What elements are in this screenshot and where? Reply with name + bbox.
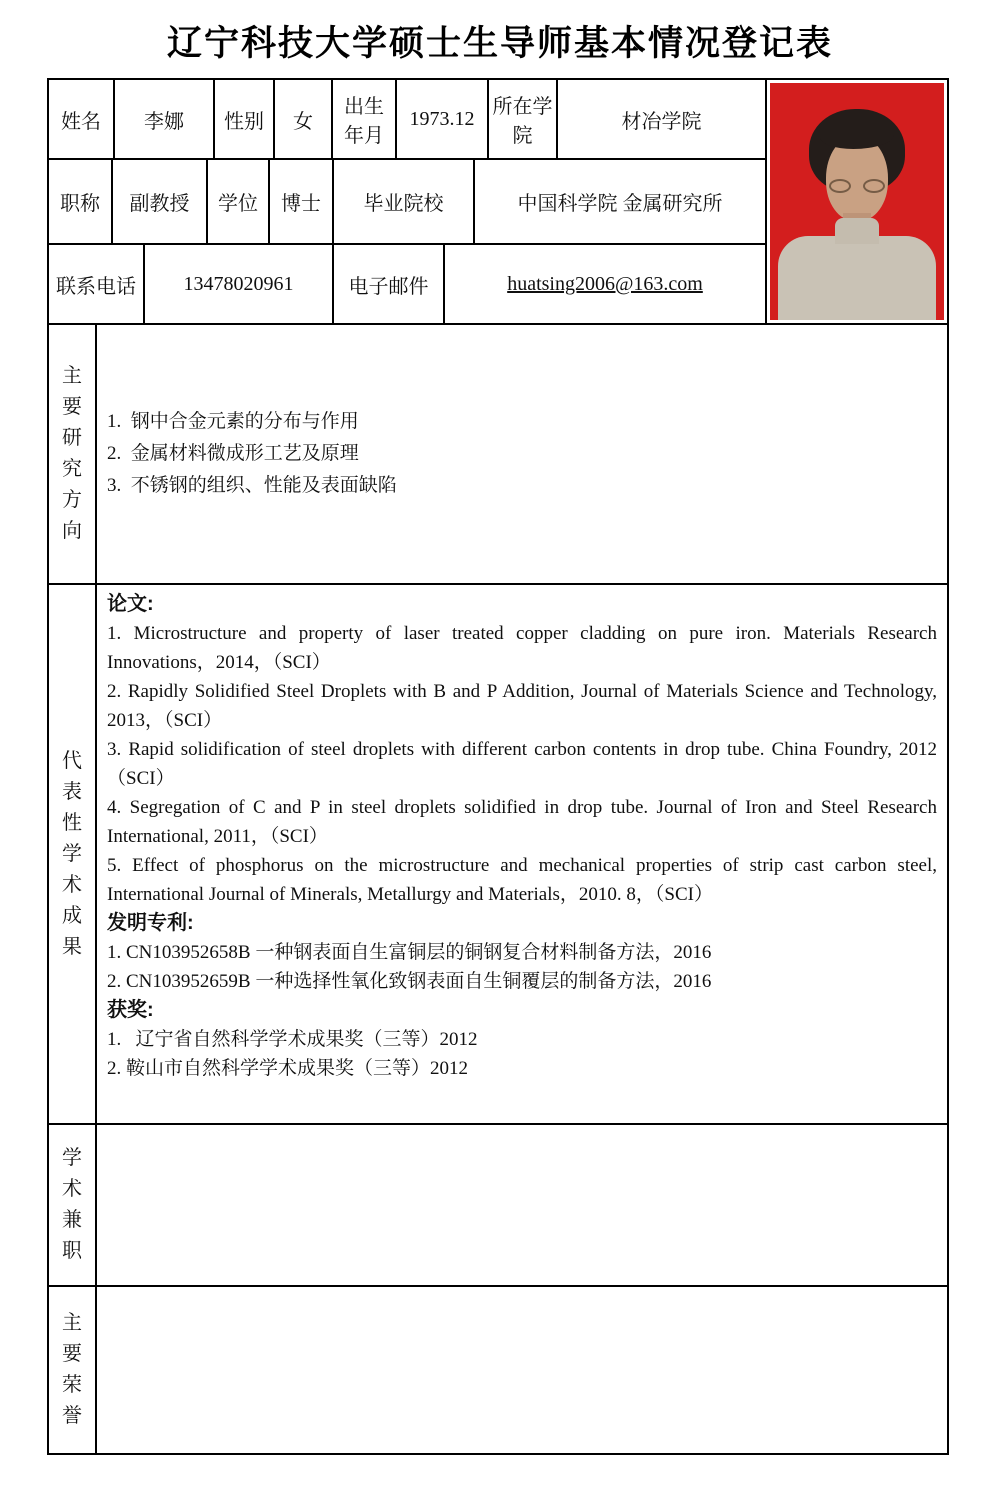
phone-label: 联系电话: [49, 245, 145, 325]
main-honors-label-cell: [49, 1287, 97, 1455]
email-cell: [445, 245, 767, 325]
birth-value: 1973.12: [397, 80, 489, 160]
research-directions-label: 主要研究方向: [62, 365, 82, 542]
achievements-label: 代表性学术成果: [62, 749, 82, 958]
college-value: 材冶学院: [558, 80, 767, 160]
main-honors-row: [49, 1287, 949, 1455]
research-item: 2. 金属材料微成形工艺及原理: [107, 443, 359, 464]
main-honors-label: 主要荣誉: [62, 1312, 82, 1427]
prof-title-value: 副教授: [113, 160, 208, 245]
school-value: 中国科学院 金属研究所: [475, 160, 767, 245]
page-title: 辽宁科技大学硕士生导师基本情况登记表: [166, 24, 833, 63]
award-item: 2. 鞍山市自然科学学术成果奖（三等）2012: [107, 1058, 469, 1079]
portrait-photo: [770, 83, 944, 320]
academic-positions-content: [97, 1125, 949, 1287]
achievements-content: [97, 585, 949, 1125]
academic-positions-label-cell: [49, 1125, 97, 1287]
basic-info-grid: [49, 80, 767, 325]
name-value: 李娜: [115, 80, 215, 160]
research-item: 3. 不锈钢的组织、性能及表面缺陷: [107, 475, 397, 496]
degree-label: 学位: [208, 160, 270, 245]
research-item: 1. 钢中合金元素的分布与作用: [107, 411, 359, 432]
photo-person-collar: [835, 218, 879, 244]
paper-item: 2. Rapidly Solidified Steel Droplets with B and P Addition, Journal of Materials Science and Technology, 2013，（SCI）: [107, 681, 937, 731]
paper-item: 3. Rapid solidification of steel droplets with different carbon contents in drop tube. China Foundry, 2012 （SCI）: [107, 739, 937, 789]
academic-positions-row: [49, 1125, 949, 1287]
basic-info-section: [49, 80, 949, 325]
paper-item: 4. Segregation of C and P in steel droplets solidified in drop tube. Journal of Iron and Steel Research International, 2011，（SCI）: [107, 797, 937, 847]
college-label: 所在学院: [489, 80, 558, 160]
paper-item: 1. Microstructure and property of laser treated copper cladding on pure iron. Materials Research Innovations，2014，（SCI）: [107, 623, 937, 673]
school-label: 毕业院校: [334, 160, 475, 245]
research-directions-label-cell: [49, 325, 97, 585]
photo-person-sweater: [778, 236, 936, 320]
academic-positions-label: 学术兼职: [62, 1147, 82, 1262]
papers-header: 论文:: [107, 593, 154, 615]
name-label: 姓名: [49, 80, 115, 160]
prof-title-label: 职称: [49, 160, 113, 245]
registration-table: [47, 78, 949, 1455]
birth-label: 出生年月: [333, 80, 397, 160]
gender-value: 女: [275, 80, 333, 160]
research-directions-content: [97, 325, 949, 585]
awards-header: 获奖:: [107, 999, 154, 1021]
achievements-row: [49, 585, 949, 1125]
gender-label: 性别: [215, 80, 275, 160]
row-phone-email: [49, 245, 767, 325]
paper-item: 5. Effect of phosphorus on the microstructure and mechanical properties of strip cast carbon steel, International Journal of Minerals, Metallurgy and Materials，2010. 8，（SCI）: [107, 855, 937, 905]
award-item: 1. 辽宁省自然科学学术成果奖（三等）2012: [107, 1029, 478, 1050]
row-name-gender-birth-college: [49, 80, 767, 160]
patent-item: 1. CN103952658B 一种钢表面自生富铜层的铜钢复合材料制备方法，2016: [107, 942, 712, 963]
row-title-degree-school: [49, 160, 767, 245]
patent-item: 2. CN103952659B 一种选择性氧化致钢表面自生铜覆层的制备方法，2016: [107, 971, 712, 992]
main-honors-content: [97, 1287, 949, 1455]
research-directions-row: [49, 325, 949, 585]
degree-value: 博士: [270, 160, 334, 245]
photo-cell: [767, 80, 949, 325]
email-link[interactable]: huatsing2006@163.com: [507, 272, 703, 295]
photo-person-glasses: [829, 179, 885, 193]
patents-header: 发明专利:: [107, 912, 194, 934]
email-label: 电子邮件: [334, 245, 445, 325]
achievements-label-cell: [49, 585, 97, 1125]
phone-value: 13478020961: [145, 245, 334, 325]
